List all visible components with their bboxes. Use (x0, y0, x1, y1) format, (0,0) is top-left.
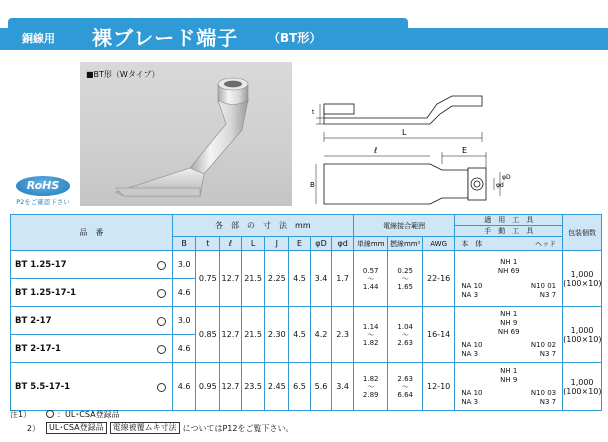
part-number-text: BT 1.25-17 (15, 259, 67, 270)
tool-head: N10 02 (530, 341, 557, 349)
col-header-stranded: 撚線mm² (388, 237, 423, 251)
footnote-box-ul-csa: UL･CSA登録品 (46, 422, 107, 434)
col-header-E: E (289, 237, 311, 251)
part-number (11, 279, 173, 307)
cell-tools (455, 307, 563, 363)
page-title: 裸ブレード端子 (92, 26, 239, 50)
package-qty: 1,000 (570, 269, 594, 279)
blade-terminal-image (80, 62, 292, 206)
header-subtitle: 銅線用 (22, 32, 55, 45)
package-sub: (100×10) (563, 278, 602, 288)
dim-label-phi-d: φd (496, 182, 504, 189)
col-header-phiD: φD (310, 237, 332, 251)
part-number-text: BT 2-17-1 (15, 343, 61, 354)
col-header-L: L (241, 237, 265, 251)
col-header-B: B (172, 237, 196, 251)
single-max: 2.89 (362, 390, 379, 399)
cell-t: 0.75 (196, 251, 220, 307)
footnote-box-strip-length: 電線被覆ムキ寸法 (110, 422, 180, 434)
package-sub: (100×10) (563, 334, 602, 344)
product-photo (80, 62, 292, 206)
footnote-1 (10, 407, 293, 421)
cell-awg: 22-16 (422, 251, 454, 307)
ul-csa-mark-icon (157, 317, 166, 326)
cell-phiD: 3.4 (310, 251, 332, 307)
cell-J: 2.25 (265, 251, 289, 307)
tool-top: NH 1 (500, 257, 518, 266)
dim-label-l: ℓ (374, 146, 378, 155)
dim-label-t: t (312, 109, 315, 116)
cell-phiD: 5.6 (310, 363, 332, 411)
tool-top: NH 69 (497, 328, 520, 336)
cell-phid: 2.3 (332, 307, 354, 363)
tool-body: NA 10 (461, 388, 483, 397)
tool-top: NH 1 (500, 366, 518, 375)
col-header-awg: AWG (422, 237, 454, 251)
cell-E: 4.5 (289, 307, 311, 363)
footnote-number: 注1） (10, 409, 32, 419)
col-header-J: J (265, 237, 289, 251)
ul-csa-mark-icon (157, 261, 166, 270)
cell-L: 23.5 (241, 363, 265, 411)
ul-csa-mark-icon (157, 289, 166, 298)
cell-t: 0.95 (196, 363, 220, 411)
table-row (11, 307, 602, 335)
col-header-tool-body-head (455, 237, 563, 251)
tool-group-label: 適 用 工 具 (484, 216, 534, 224)
part-number-text: BT 2-17 (15, 315, 52, 326)
cell-E: 6.5 (289, 363, 311, 411)
package-sub: (100×10) (563, 386, 602, 396)
cell-tools (455, 363, 563, 411)
cell-B: 4.6 (172, 279, 196, 307)
col-header-dimensions: 各 部 の 寸 法 mm (172, 215, 353, 237)
cell-package (563, 307, 602, 363)
col-header-tools (455, 215, 563, 237)
footnote-text: についてはP12をご覧下さい。 (182, 423, 294, 433)
ul-csa-mark-icon (157, 345, 166, 354)
single-min: 1.82 (362, 374, 379, 383)
cell-l: 12.7 (220, 251, 242, 307)
cell-E: 4.5 (289, 251, 311, 307)
part-number (11, 307, 173, 335)
footnotes (10, 407, 293, 435)
tool-head: N3 7 (539, 350, 557, 358)
cell-t: 0.85 (196, 307, 220, 363)
cell-J: 2.45 (265, 363, 289, 411)
footnote-number: 2） (26, 423, 40, 433)
stranded-max: 2.63 (397, 338, 413, 347)
cell-l: 12.7 (220, 363, 242, 411)
col-header-part-no: 品 番 (11, 215, 173, 251)
tool-body: NA 3 (461, 350, 479, 358)
stranded-min: 2.63 (397, 374, 413, 383)
dimension-drawing-svg (312, 84, 602, 208)
package-qty: 1,000 (570, 377, 594, 387)
tool-top: NH 69 (497, 266, 520, 275)
tool-top: NH 9 (500, 375, 518, 384)
dim-label-B: B (310, 181, 315, 189)
single-min: 0.57 (362, 266, 379, 275)
page-title-suffix: （BT形） (268, 31, 322, 45)
cell-l: 12.7 (220, 307, 242, 363)
stranded-min: 1.04 (397, 322, 413, 331)
cell-B: 3.0 (172, 251, 196, 279)
ul-csa-mark-icon (157, 383, 166, 392)
cell-phid: 1.7 (332, 251, 354, 307)
cell-L: 21.5 (241, 307, 265, 363)
cell-B: 4.6 (172, 335, 196, 363)
part-number-text: BT 1.25-17-1 (15, 287, 77, 298)
cell-single-wire: 1.82 〜 2.89 (353, 363, 388, 411)
part-number (11, 335, 173, 363)
col-header-t: t (196, 237, 220, 251)
cell-awg: 16-14 (422, 307, 454, 363)
table-row (11, 251, 602, 279)
stranded-min: 0.25 (397, 266, 413, 275)
page-header (0, 0, 608, 52)
cell-B: 3.0 (172, 307, 196, 335)
part-number-text: BT 5.5-17-1 (15, 381, 71, 392)
cell-awg: 12-10 (422, 363, 454, 411)
stranded-max: 1.65 (397, 282, 413, 291)
col-header-l: ℓ (220, 237, 242, 251)
cell-phid: 3.4 (332, 363, 354, 411)
tool-head: N10 01 (530, 281, 557, 290)
cell-stranded: 2.63 〜 6.64 (388, 363, 423, 411)
single-min: 1.14 (362, 322, 379, 331)
ul-csa-mark-icon (46, 410, 54, 418)
stranded-max: 6.64 (397, 390, 413, 399)
tool-body-label: 本 体 (461, 239, 483, 248)
tool-head: N3 7 (539, 290, 557, 299)
tool-head: N3 7 (539, 397, 557, 406)
cell-package (563, 251, 602, 307)
dim-label-phi-D: φD (502, 174, 511, 181)
col-header-package: 包装個数 (563, 215, 602, 251)
dim-label-E: E (462, 146, 468, 155)
footnote-text: ：UL･CSA登録品 (57, 409, 120, 419)
single-max: 1.82 (362, 338, 379, 347)
tool-body: NA 3 (461, 290, 479, 299)
cell-J: 2.30 (265, 307, 289, 363)
col-header-phid: φd (332, 237, 354, 251)
footnote-2 (10, 421, 293, 435)
table-row (11, 363, 602, 411)
col-header-wire-range: 電線接合範囲 (353, 215, 454, 237)
spec-table (10, 214, 602, 411)
tool-manual-label: 手 動 工 具 (455, 225, 562, 236)
cell-B: 4.6 (172, 363, 196, 411)
part-number (11, 363, 173, 411)
tool-body: NA 10 (461, 341, 483, 349)
tool-top: NH 1 (500, 310, 518, 318)
cell-single-wire: 0.57 〜 1.44 (353, 251, 388, 307)
cell-L: 21.5 (241, 251, 265, 307)
tool-top: NH 9 (500, 319, 518, 327)
tool-body: NA 10 (461, 281, 483, 290)
photo-label: ■BT形（Wタイプ） (86, 70, 160, 79)
package-qty: 1,000 (570, 325, 594, 335)
part-number (11, 251, 173, 279)
col-header-single-wire: 単線mm (353, 237, 388, 251)
single-max: 1.44 (362, 282, 379, 291)
tool-head: N10 03 (530, 388, 557, 397)
rohs-note: P2をご確認下さい (16, 198, 70, 206)
cell-package (563, 363, 602, 411)
technical-drawing (312, 84, 602, 208)
tool-head-label: ヘッド (535, 239, 557, 248)
rohs-badge (14, 176, 72, 216)
rohs-logo: RoHS (16, 176, 70, 196)
cell-stranded: 1.04 〜 2.63 (388, 307, 423, 363)
cell-stranded: 0.25 〜 1.65 (388, 251, 423, 307)
tool-body: NA 3 (461, 397, 479, 406)
dim-label-L: L (402, 128, 407, 137)
cell-phiD: 4.2 (310, 307, 332, 363)
cell-single-wire: 1.14 〜 1.82 (353, 307, 388, 363)
cell-tools (455, 251, 563, 307)
table-header-row (11, 215, 602, 237)
